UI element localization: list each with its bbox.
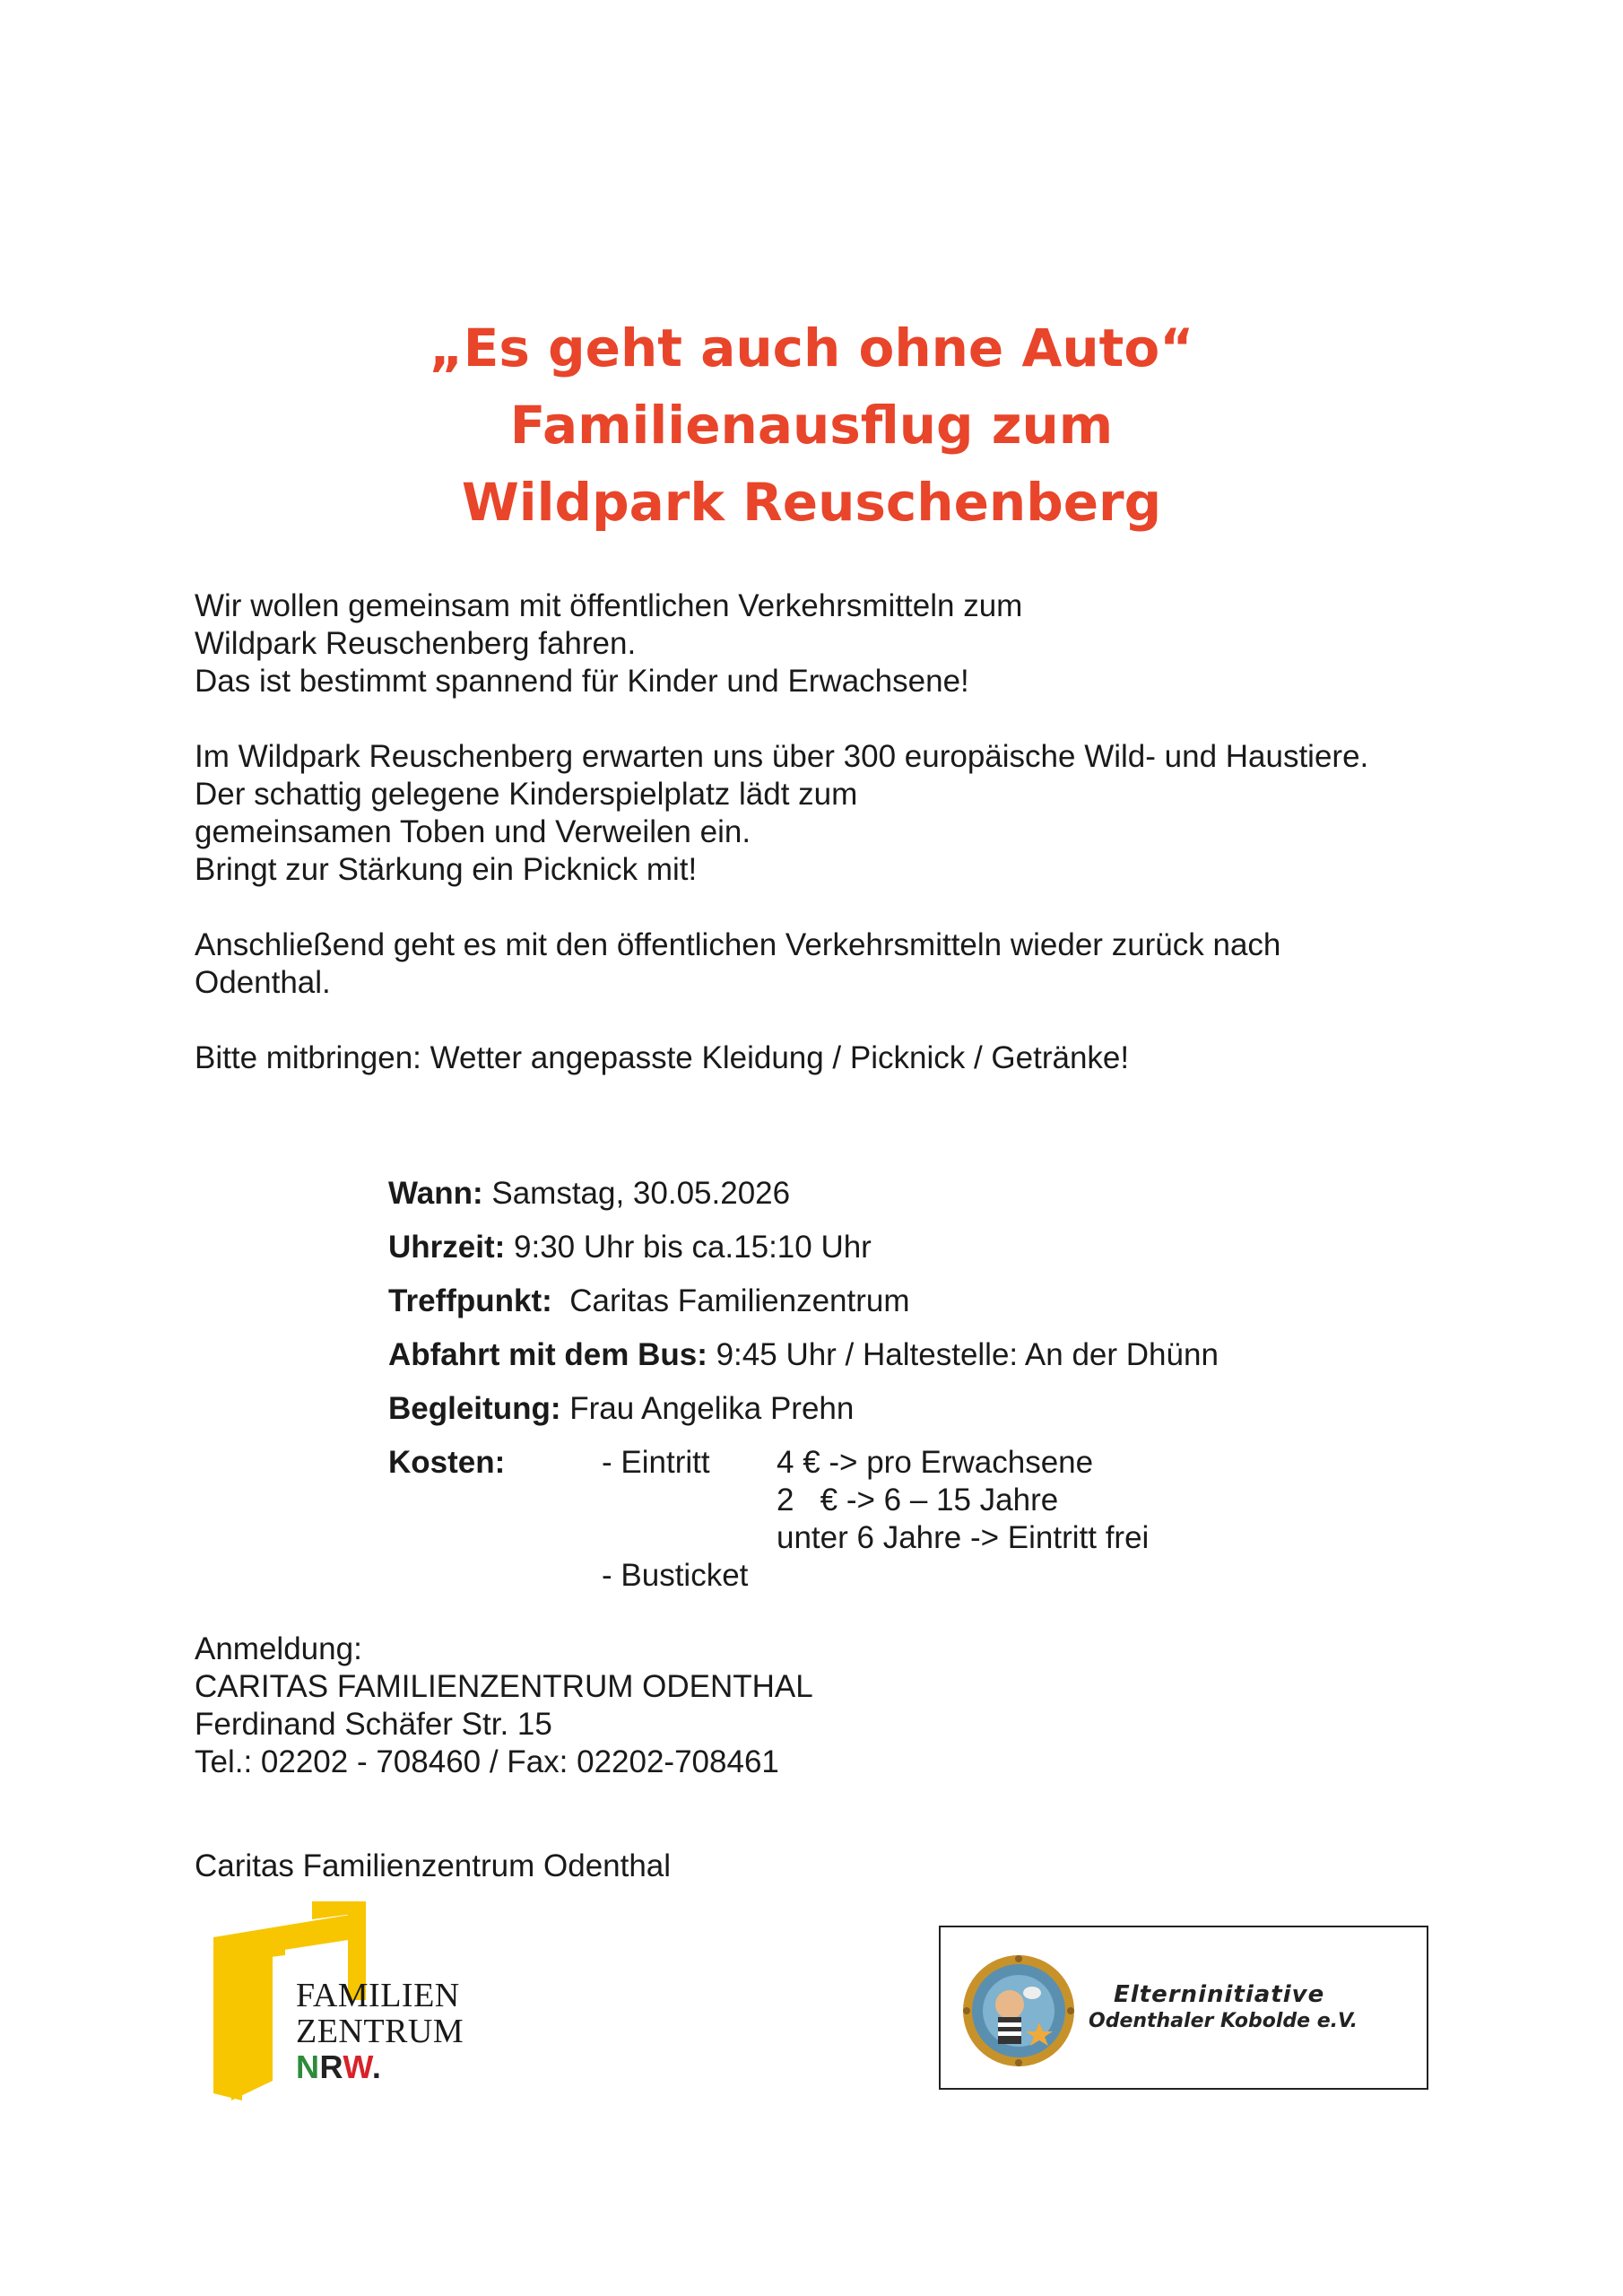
title-line-2: Familienausflug zum	[509, 395, 1114, 456]
kosten-price-child: 2 € -> 6 – 15 Jahre	[777, 1483, 1059, 1518]
detail-abfahrt: Abfahrt mit dem Bus: 9:45 Uhr / Haltestelle: An der Dhünn	[388, 1337, 1219, 1372]
registration-street: Ferdinand Schäfer Str. 15	[195, 1707, 552, 1742]
kobolde-logo	[939, 1926, 1428, 2090]
intro-paragraph-1: Wir wollen gemeinsam mit öffentlichen Verkehrsmitteln zum Wildpark Reuschenberg fahren. Das ist bestimmt spannend für Kinder und Erwachsene!	[195, 588, 1023, 699]
kobolde-logo-text: Elterninitiative Odenthaler Kobolde e.V.	[1089, 1981, 1358, 2032]
fz-nrw: NRW.	[296, 2048, 382, 2085]
detail-treffpunkt: Treffpunkt: Caritas Familienzentrum	[388, 1283, 910, 1318]
registration-phone: Tel.: 02202 - 708460 / Fax: 02202-708461	[195, 1744, 779, 1779]
intro-paragraph-3: Anschließend geht es mit den öffentlichen Verkehrsmitteln wieder zurück nach Odenthal.	[195, 927, 1281, 1000]
event-details	[388, 1175, 1464, 1605]
kosten-price-free: unter 6 Jahre -> Eintritt frei	[777, 1520, 1150, 1555]
detail-uhrzeit: Uhrzeit: 9:30 Uhr bis ca.15:10 Uhr	[388, 1230, 872, 1265]
title-line-3: Wildpark Reuschenberg	[461, 472, 1162, 533]
footer-organization: Caritas Familienzentrum Odenthal	[195, 1848, 672, 1883]
kosten-label: Kosten:	[388, 1445, 506, 1480]
kosten-price-adult: 4 € -> pro Erwachsene	[777, 1445, 1094, 1480]
registration-org: CARITAS FAMILIENZENTRUM ODENTHAL	[195, 1669, 813, 1704]
intro-text	[195, 587, 1522, 1077]
fz-line-1: FAMILIEN	[296, 1977, 460, 2014]
detail-begleitung: Begleitung: Frau Angelika Prehn	[388, 1391, 855, 1426]
detail-wann: Wann: Samstag, 30.05.2026	[388, 1176, 791, 1211]
fz-line-2: ZENTRUM	[296, 2013, 464, 2050]
title-line-1: „Es geht auch ohne Auto“	[429, 317, 1194, 378]
registration-block	[195, 1631, 813, 1781]
bring-along-note: Bitte mitbringen: Wetter angepasste Kleidung / Picknick / Getränke!	[195, 1040, 1130, 1075]
flyer-title	[0, 309, 1623, 541]
kosten-eintritt: - Eintritt	[602, 1445, 710, 1480]
registration-label: Anmeldung:	[195, 1631, 362, 1666]
kobolde-medallion-icon	[960, 1952, 1077, 2069]
detail-kosten	[388, 1444, 1464, 1605]
kosten-busticket: - Busticket	[602, 1558, 749, 1593]
intro-paragraph-2: Im Wildpark Reuschenberg erwarten uns über 300 europäische Wild- und Haustiere. Der schattig gelegene Kinderspielplatz lädt zum gemeinsamen Toben und Verweilen ein. Bringt zur Stärkung ein Picknick mit!	[195, 739, 1369, 887]
familienzentrum-logo-text	[296, 1978, 464, 2085]
